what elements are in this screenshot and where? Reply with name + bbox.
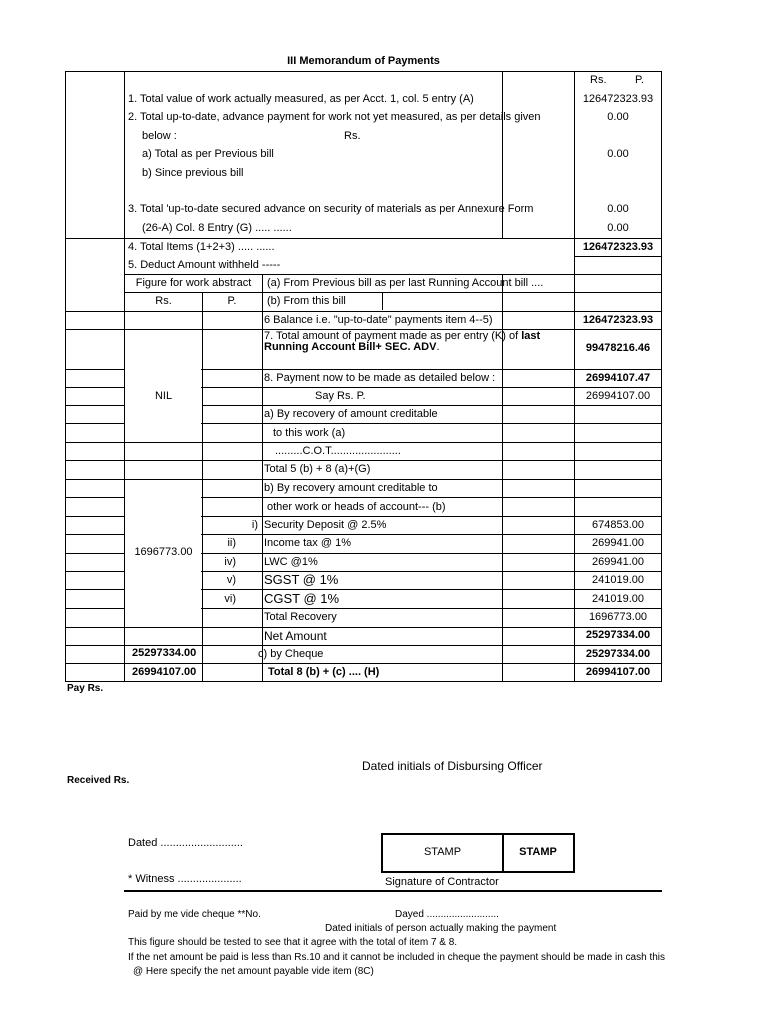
say-value: 26994107.00 bbox=[585, 390, 651, 402]
total-recovery-value: 1696773.00 bbox=[588, 611, 648, 623]
cot-label: .........C.O.T....................... bbox=[275, 445, 401, 457]
received-rs: Received Rs. bbox=[67, 775, 130, 786]
deduction-roman: ii) bbox=[227, 537, 236, 549]
item-7-label bbox=[264, 331, 540, 353]
item-2-rs: Rs. bbox=[344, 130, 361, 142]
dated-line: Dated ........................... bbox=[128, 837, 243, 849]
deduction-value: 269941.00 bbox=[592, 537, 644, 549]
total-8-value: 26994107.00 bbox=[585, 666, 651, 678]
witness-line: * Witness ..................... bbox=[128, 873, 242, 885]
item-7-bold-line2: Running Account Bill+ SEC. ADV bbox=[264, 341, 437, 353]
item-2a-value: 0.00 bbox=[607, 148, 629, 160]
deduction-roman: v) bbox=[226, 574, 236, 586]
net-amount-label: Net Amount bbox=[264, 629, 327, 643]
dayed-line: Dayed .......................... bbox=[395, 909, 499, 920]
item-6-label: 6 Balance i.e. "up-to-date" payments item 4--5) bbox=[264, 314, 493, 326]
item-2a-label: a) Total as per Previous bill bbox=[142, 148, 274, 160]
deduction-roman: iv) bbox=[224, 556, 236, 568]
total-5-label: Total 5 (b) + 8 (a)+(G) bbox=[264, 463, 371, 475]
deduction-value: 269941.00 bbox=[592, 556, 644, 568]
cheque-left-value: 25297334.00 bbox=[132, 647, 197, 659]
stamp-label-2: STAMP bbox=[519, 846, 557, 858]
item-4-label: 4. Total Items (1+2+3) ..... ...... bbox=[128, 241, 275, 253]
deduction-label: Security Deposit @ 2.5% bbox=[264, 519, 387, 531]
stamp-label-1: STAMP bbox=[423, 846, 462, 858]
item-7-dot: . bbox=[436, 341, 440, 353]
item-a-line2: to this work (a) bbox=[273, 427, 346, 439]
item-2-below: below : bbox=[142, 130, 177, 142]
item-6-value: 126472323.93 bbox=[582, 314, 654, 326]
item-2b-label: b) Since previous bill bbox=[142, 167, 244, 179]
item-3-entry: (26-A) Col. 8 Entry (G) ..... ...... bbox=[142, 222, 292, 234]
item-2-value: 0.00 bbox=[607, 111, 629, 123]
item-3-label: 3. Total 'up-to-date secured advance on security of materials as per Annexure Form bbox=[128, 203, 534, 215]
item-a-label: a) By recovery of amount creditable bbox=[264, 408, 438, 420]
page-title: III Memorandum of Payments bbox=[287, 55, 440, 67]
deduction-label: Income tax @ 1% bbox=[264, 537, 351, 549]
total-8-label: Total 8 (b) + (c) .... (H) bbox=[268, 666, 380, 678]
item-5a-label: (a) From Previous bill as per last Running Account bill .... bbox=[267, 277, 544, 289]
pay-rs: Pay Rs. bbox=[67, 683, 104, 694]
item-8-label: 8. Payment now to be made as detailed below : bbox=[264, 372, 496, 384]
paid-by-cheque: Paid by me vide cheque **No. bbox=[128, 909, 261, 920]
figure-work-abstract: Figure for work abstract bbox=[135, 277, 252, 289]
note-3: @ Here specify the net amount payable vide item (8C) bbox=[133, 966, 374, 977]
header-rs: Rs. bbox=[590, 74, 607, 86]
deduction-label: CGST @ 1% bbox=[264, 591, 340, 606]
item-2-label: 2. Total up-to-date, advance payment for work not yet measured, as per details given bbox=[128, 111, 541, 123]
deduction-roman: i) bbox=[251, 519, 258, 531]
header-p: P. bbox=[635, 74, 644, 86]
deduction-value: 241019.00 bbox=[592, 593, 644, 605]
dated-initials-person: Dated initials of person actually making the payment bbox=[325, 923, 557, 934]
total-8-left-value: 26994107.00 bbox=[132, 666, 197, 678]
by-cheque-label: c) by Cheque bbox=[258, 648, 324, 660]
note-1: This figure should be tested to see that it agree with the total of item 7 & 8. bbox=[128, 937, 458, 948]
recovery-total-left: 1696773.00 bbox=[134, 546, 193, 558]
item-1-label: 1. Total value of work actually measured, as per Acct. 1, col. 5 entry (A) bbox=[128, 93, 474, 105]
item-7-value: 99478216.46 bbox=[585, 342, 651, 354]
item-1-value: 126472323.93 bbox=[582, 93, 654, 105]
item-7-text: 7. Total amount of payment made as per entry (K) of bbox=[264, 330, 522, 342]
deduction-label: SGST @ 1% bbox=[264, 572, 339, 587]
item-b-label: b) By recovery amount creditable to bbox=[264, 482, 438, 494]
item-8-value: 26994107.47 bbox=[585, 372, 651, 384]
item-3-value: 0.00 bbox=[607, 203, 629, 215]
deduction-value: 674853.00 bbox=[592, 519, 644, 531]
cheque-value: 25297334.00 bbox=[585, 648, 651, 660]
deduction-value: 241019.00 bbox=[592, 574, 644, 586]
signature-contractor: Signature of Contractor bbox=[385, 876, 499, 888]
say-label: Say Rs. P. bbox=[315, 390, 366, 402]
total-recovery-label: Total Recovery bbox=[264, 611, 337, 623]
dated-initials-officer: Dated initials of Disbursing Officer bbox=[362, 759, 543, 773]
item-5b-label: (b) From this bill bbox=[267, 295, 346, 307]
note-2: If the net amount be paid is less than Rs.10 and it cannot be included in cheque the payment should be made in cash this bbox=[128, 952, 666, 963]
net-amount-value: 25297334.00 bbox=[585, 629, 651, 641]
item-3-entry-value: 0.00 bbox=[607, 222, 629, 234]
item-4-value: 126472323.93 bbox=[582, 241, 654, 253]
deduction-roman: vi) bbox=[224, 593, 236, 605]
deduction-label: LWC @1% bbox=[264, 556, 318, 568]
col-p: P. bbox=[227, 295, 237, 307]
item-5-label: 5. Deduct Amount withheld ----- bbox=[128, 259, 281, 271]
nil-label: NIL bbox=[154, 390, 173, 402]
item-7-bold: last bbox=[521, 330, 541, 342]
col-rs: Rs. bbox=[155, 295, 172, 307]
item-b-line2: other work or heads of account--- (b) bbox=[267, 501, 446, 513]
